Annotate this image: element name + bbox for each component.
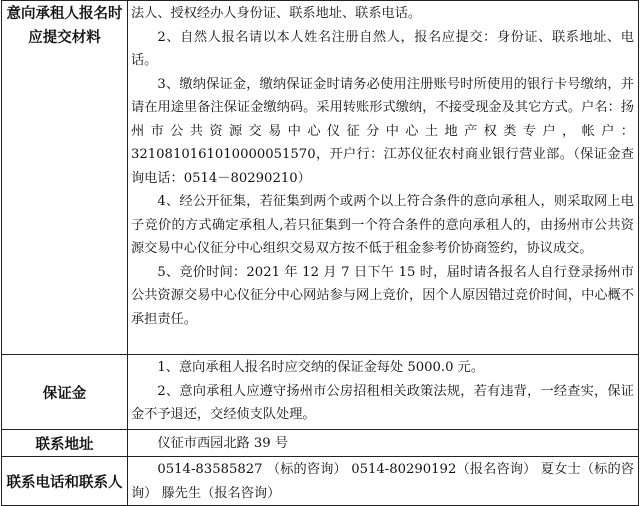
paragraph: 2、自然人报名请以本人姓名注册自然人，报名应提交：身份证、联系地址、电话。: [131, 29, 634, 68]
application-materials-content: [128, 1, 639, 355]
paragraph: 法人、授权经办人身份证、联系地址、联系电话。: [131, 6, 422, 21]
row-application-materials: [2, 1, 639, 355]
row-deposit: [2, 355, 639, 430]
paragraph: 2、意向承租人应遵守扬州市公房招租相关政策法规，若有违背，一经查实，保证金不予退还，交经侦支队处理。: [131, 383, 634, 422]
paragraph: 5、竞价时间：2021 年 12 月 7 日下午 15 时，届时请各报名人自行登录扬州市公共资源交易中心仪征分中心网站参与网上竞价，因个人原因错过竞价时间，中心概不承担责任。: [131, 264, 634, 327]
paragraph: 1、意向承租人报名时应交纳的保证金每处 5000.0 元。: [157, 360, 485, 375]
label-contact-address: 联系地址: [2, 430, 128, 457]
label-deposit: 保证金: [2, 355, 128, 430]
contact-phone-content: 0514-83585827 （标的咨询） 0514-80290192（报名咨询） 夏女士（标的咨询） 滕先生（报名咨询）: [128, 457, 639, 506]
paragraph: 4、经公开征集，若征集到两个或两个以上符合条件的意向承租人，则采取网上电子竞价的方式确定承租人,若只征集到一个符合条件的意向承租人的，由扬州市公共资源交易中心仪征分中心组织交易双方按不低于租金参考价协商签约，协议成交。: [131, 194, 634, 256]
label-application-materials: [2, 1, 128, 355]
label-text: 联系电话和联系人: [6, 474, 123, 491]
info-table: [1, 0, 639, 506]
row-contact-phone: [2, 457, 639, 506]
contact-address: 仪征市西园北路 39 号: [128, 430, 639, 457]
deposit-content: [128, 355, 639, 430]
label-line: 意向承租人报名时: [6, 6, 123, 22]
label-contact-phone: [2, 457, 128, 506]
label-line: 应提交材料: [28, 30, 101, 46]
paragraph: 3、缴纳保证金，缴纳保证金时请务必使用注册账号时所使用的银行卡号缴纳，并请在用途里备注保证金缴纳码。采用转账形式缴纳，不接受现金及其它方式。户名：扬州市公共资源交易中心仪征分中心土地产权类专户，帐户：3210810161010000051570，开户行：江苏仪征农村商业银行营业部。（保证金查询电话：0514－80290210）: [131, 76, 634, 186]
row-contact-address: [2, 430, 639, 457]
